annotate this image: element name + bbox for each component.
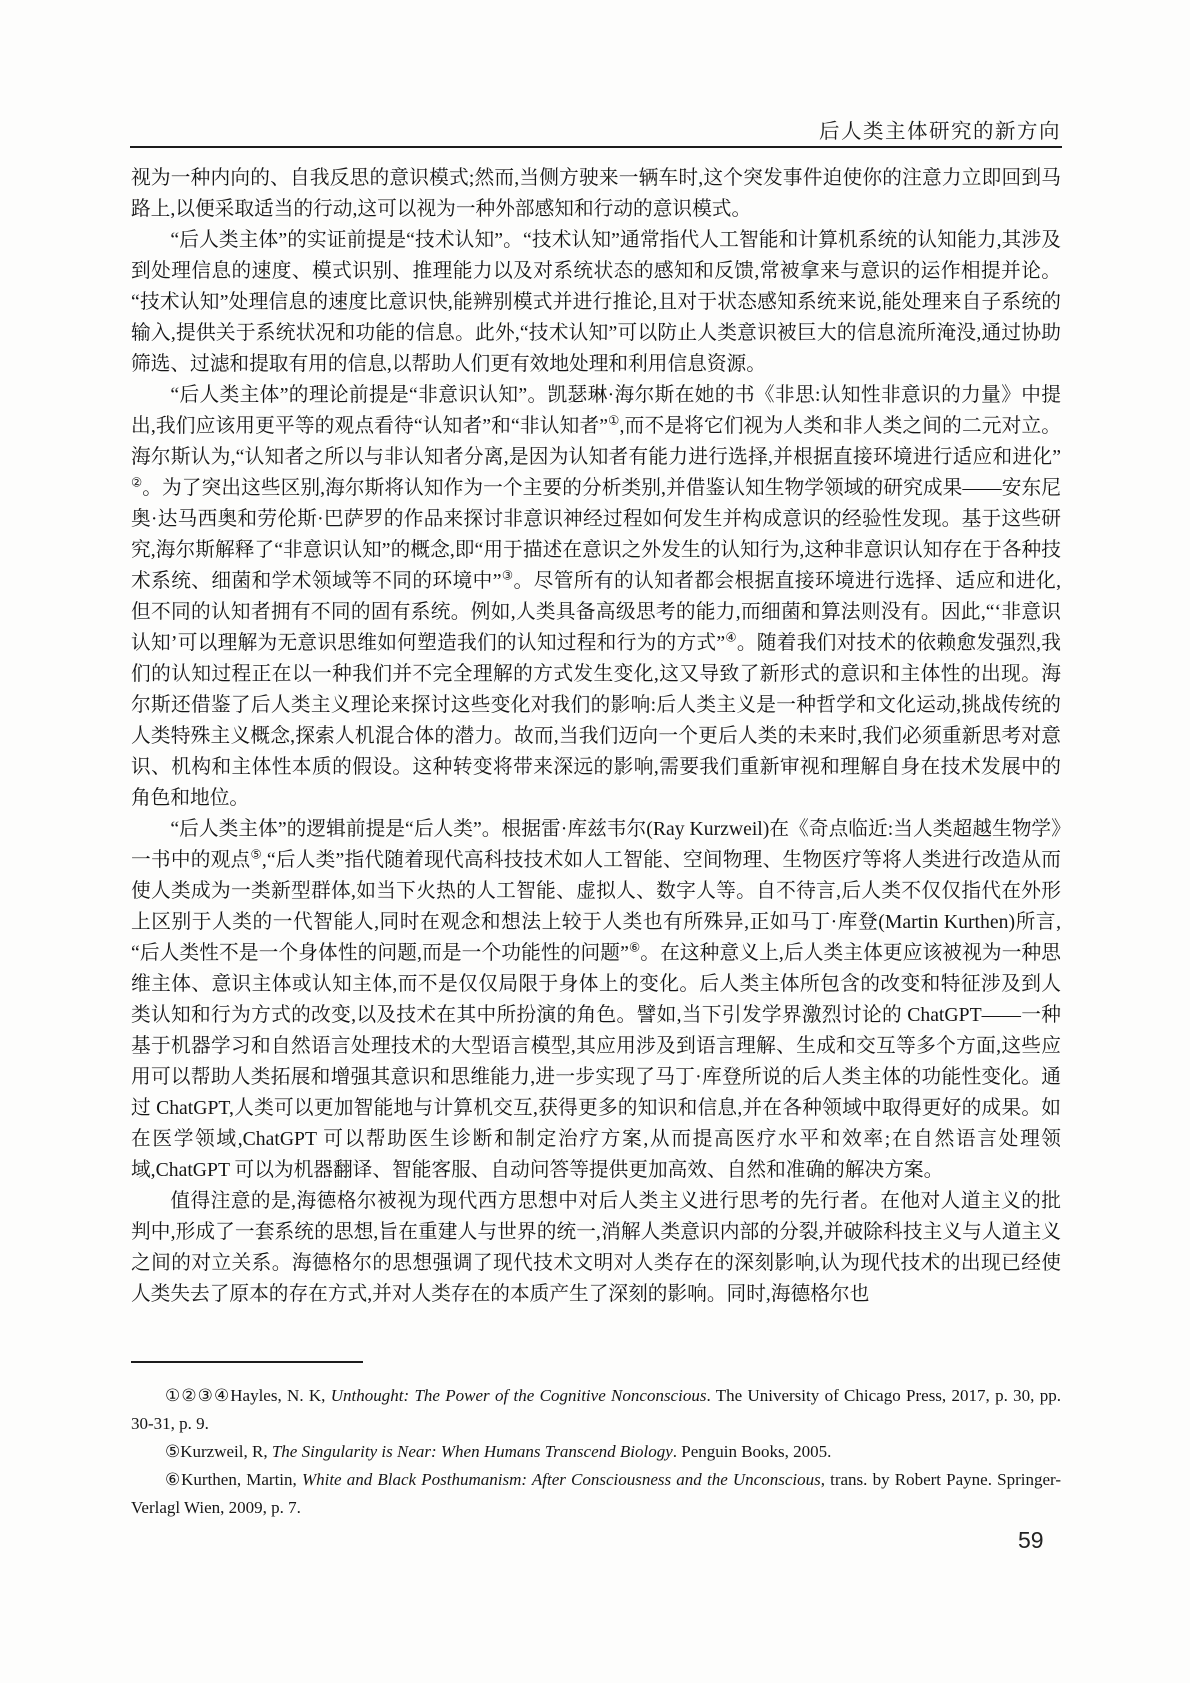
footnote-marker: ④: [725, 630, 737, 645]
footnote-item: [131, 1382, 1061, 1438]
footnotes: [131, 1382, 1061, 1522]
footnote-marker: ⑤: [250, 847, 262, 862]
footnote-marker: ②: [131, 475, 143, 490]
footnote-marker: ③: [501, 568, 514, 583]
footnote-text: . The University of Chicago Press, 2017, p. 30, pp. 30-31, p. 9.: [131, 1386, 1061, 1433]
footnote-separator: [131, 1361, 363, 1363]
footnote-text: . Penguin Books, 2005.: [672, 1442, 832, 1461]
footnote-text: ⑤Kurzweil, R,: [165, 1442, 272, 1461]
footnote-text: ①②③④Hayles, N. K,: [165, 1386, 331, 1405]
body-paragraph: “后人类主体”的逻辑前提是“后人类”。根据雷·库兹韦尔(Ray Kurzweil)在《奇点临近:当人类超越生物学》一书中的观点⑤,“后人类”指代随着现代高科技技术如人工智能、空间物理、生物医疗等将人类进行改造从而使人类成为一类新型群体,如当下火热的人工智能、虚拟人、数字人等。自不待言,后人类不仅仅指代在外形上区别于人类的一代智能人,同时在观念和想法上较于人类也有所殊异,正如马丁·库登(Martin Kurthen)所言,“后人类性不是一个身体性的问题,而是一个功能性的问题”⑥。在这种意义上,后人类主体更应该被视为一种思维主体、意识主体或认知主体,而不是仅仅局限于身体上的变化。后人类主体所包含的改变和特征涉及到人类认知和行为方式的改变,以及技术在其中所扮演的角色。譬如,当下引发学界激烈讨论的 ChatGPT——一种基于机器学习和自然语言处理技术的大型语言模型,其应用涉及到语言理解、生成和交互等多个方面,这些应用可以帮助人类拓展和增强其意识和思维能力,进一步实现了马丁·库登所说的后人类主体的功能性变化。通过 ChatGPT,人类可以更加智能地与计算机交互,获得更多的知识和信息,并在各种领域中取得更好的成果。如在医学领域,ChatGPT 可以帮助医生诊断和制定治疗方案,从而提高医疗水平和效率;在自然语言处理领域,ChatGPT 可以为机器翻译、智能客服、自动问答等提供更加高效、自然和准确的解决方案。: [131, 818, 1061, 1181]
body-text: [131, 163, 1061, 1310]
body-paragraph: 值得注意的是,海德格尔被视为现代西方思想中对后人类主义进行思考的先行者。在他对人道主义的批判中,形成了一套系统的思想,旨在重建人与世界的统一,消解人类意识内部的分裂,并破除科技主义与人道主义之间的对立关系。海德格尔的思想强调了现代技术文明对人类存在的深刻影响,认为现代技术的出现已经使人类失去了原本的存在方式,并对人类存在的本质产生了深刻的影响。同时,海德格尔也: [131, 1190, 1061, 1305]
footnote-item: [131, 1438, 1061, 1466]
body-paragraph: “后人类主体”的理论前提是“非意识认知”。凯瑟琳·海尔斯在她的书《非思:认知性非意识的力量》中提出,我们应该用更平等的观点看待“认知者”和“非认知者”①,而不是将它们视为人类和非人类之间的二元对立。海尔斯认为,“认知者之所以与非认知者分离,是因为认知者有能力进行选择,并根据直接环境进行适应和进化”②。为了突出这些区别,海尔斯将认知作为一个主要的分析类别,并借鉴认知生物学领域的研究成果——安东尼奥·达马西奥和劳伦斯·巴萨罗的作品来探讨非意识神经过程如何发生并构成意识的经验性发现。基于这些研究,海尔斯解释了“非意识认知”的概念,即“用于描述在意识之外发生的认知行为,这种非意识认知存在于各种技术系统、细菌和学术领域等不同的环境中”③。尽管所有的认知者都会根据直接环境进行选择、适应和进化,但不同的认知者拥有不同的固有系统。例如,人类具备高级思考的能力,而细菌和算法则没有。因此,“‘非意识认知’可以理解为无意识思维如何塑造我们的认知过程和行为的方式”④。随着我们对技术的依赖愈发强烈,我们的认知过程正在以一种我们并不完全理解的方式发生变化,这又导致了新形式的意识和主体性的出现。海尔斯还借鉴了后人类主义理论来探讨这些变化对我们的影响:后人类主义是一种哲学和文化运动,挑战传统的人类特殊主义概念,探索人机混合体的潜力。故而,当我们迈向一个更后人类的未来时,我们必须重新思考对意识、机构和主体性本质的假设。这种转变将带来深远的影响,需要我们重新审视和理解自身在技术发展中的角色和地位。: [131, 384, 1061, 809]
footnote-text: ⑥Kurthen, Martin,: [165, 1470, 302, 1489]
header-rule: [130, 146, 1062, 148]
footnote-book-title: The Singularity is Near: When Humans Transcend Biology: [271, 1442, 673, 1461]
footnote-marker: ①: [608, 413, 620, 428]
footnote-book-title: Unthought: The Power of the Cognitive Nonconscious: [330, 1386, 707, 1405]
footnote-book-title: White and Black Posthumanism: After Consciousness and the Unconscious: [301, 1470, 821, 1489]
body-paragraph: 视为一种内向的、自我反思的意识模式;然而,当侧方驶来一辆车时,这个突发事件迫使你的注意力立即回到马路上,以便采取适当的行动,这可以视为一种外部感知和行动的意识模式。: [131, 167, 1061, 220]
running-title: 后人类主体研究的新方向: [819, 121, 1061, 143]
footnote-item: [131, 1466, 1061, 1522]
page-number: 59: [1018, 1527, 1044, 1553]
footnote-marker: ⑥: [628, 940, 641, 955]
footnote-text: , trans. by Robert Payne. Springer-Verlagl Wien, 2009, p. 7.: [131, 1470, 1061, 1517]
body-paragraph: “后人类主体”的实证前提是“技术认知”。“技术认知”通常指代人工智能和计算机系统的认知能力,其涉及到处理信息的速度、模式识别、推理能力以及对系统状态的感知和反馈,常被拿来与意识的运作相提并论。“技术认知”处理信息的速度比意识快,能辨别模式并进行推论,且对于状态感知系统来说,能处理来自子系统的输入,提供关于系统状况和功能的信息。此外,“技术认知”可以防止人类意识被巨大的信息流所淹没,通过协助筛选、过滤和提取有用的信息,以帮助人们更有效地处理和利用信息资源。: [131, 229, 1061, 375]
